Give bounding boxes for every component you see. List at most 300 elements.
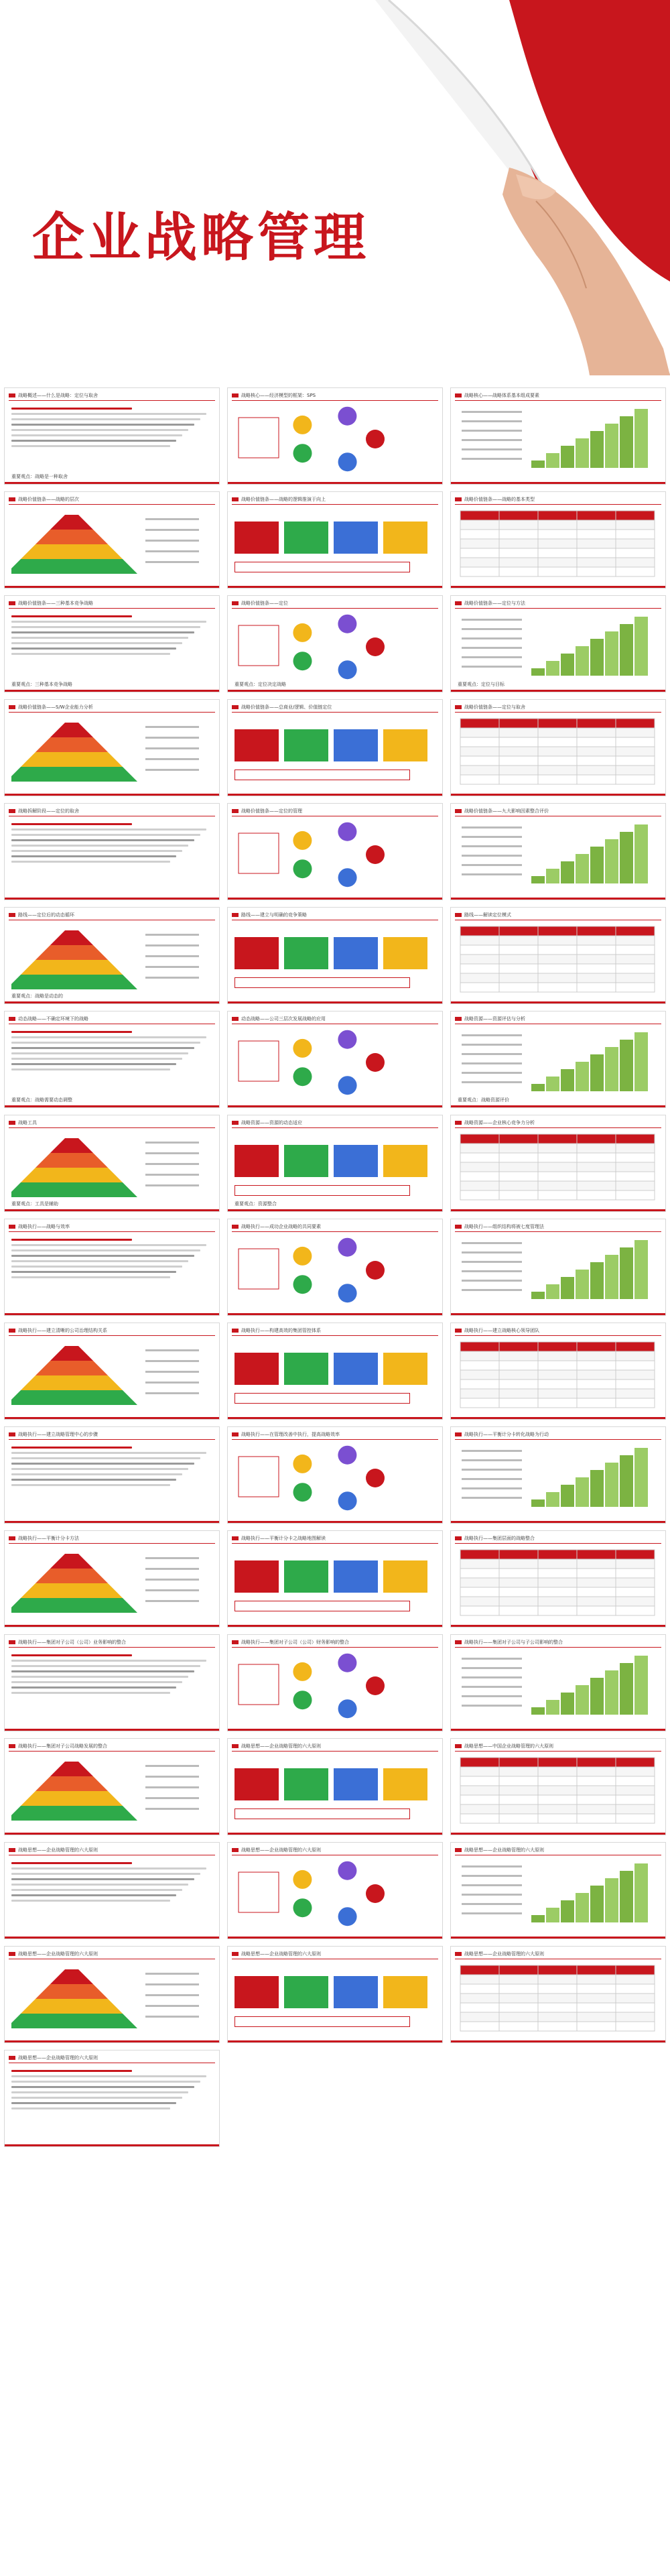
table-cell: [499, 1597, 538, 1606]
slide-thumbnail[interactable]: [450, 1219, 666, 1316]
slide-thumbnail[interactable]: [450, 1323, 666, 1420]
header-marker-icon: [232, 705, 239, 709]
table-cell: [460, 1559, 499, 1569]
table-cell: [538, 1351, 577, 1361]
content-box: [284, 522, 328, 554]
table-cell: [577, 520, 616, 530]
table-cell: [577, 1379, 616, 1389]
header-marker-icon: [455, 809, 462, 813]
table-cell: [616, 1134, 655, 1144]
table-cell: [616, 775, 655, 784]
slide-thumbnail[interactable]: [227, 1011, 443, 1108]
slide-body: [234, 1131, 436, 1202]
slide-header-text: 路线——定位后的动态循环: [18, 912, 74, 918]
header-marker-icon: [9, 705, 15, 709]
table-cell: [538, 548, 577, 558]
slide-body: [458, 1963, 659, 2033]
slide-thumbnail[interactable]: [450, 1426, 666, 1524]
slide-thumbnail[interactable]: [4, 595, 220, 692]
stair-step: [546, 1492, 559, 1507]
table-cell: [499, 1389, 538, 1398]
text-line: [462, 1072, 522, 1074]
header-marker-icon: [455, 497, 462, 501]
table-cell: [499, 973, 538, 983]
slide-header-text: 战略价值链条——战略的逻辑推演于向上: [241, 497, 326, 502]
slide-body: [11, 1235, 212, 1306]
text-line: [145, 1152, 199, 1154]
table-cell: [577, 548, 616, 558]
slide-thumbnail[interactable]: [227, 1219, 443, 1316]
text-line: [11, 1244, 206, 1246]
pyramid-level: [36, 1361, 108, 1375]
slide-header: [455, 1949, 661, 1959]
stair-step: [561, 1485, 574, 1507]
text-line: [145, 1797, 199, 1799]
slide-thumbnail[interactable]: [4, 907, 220, 1004]
text-line: [11, 1047, 194, 1049]
text-line: [11, 2107, 170, 2109]
slide-header-text: 战略执行——集团对子公司与子公司影响的整合: [464, 1640, 563, 1645]
slide-bottom-bar: [228, 1521, 442, 1523]
text-line: [145, 758, 199, 760]
diagram-node: [293, 1067, 312, 1086]
text-line: [11, 408, 132, 410]
text-line: [462, 1686, 522, 1688]
text-line: [145, 1579, 199, 1581]
slide-thumbnail[interactable]: [450, 491, 666, 589]
slide-thumbnail[interactable]: [4, 1219, 220, 1316]
table-cell: [577, 1370, 616, 1379]
slide-thumbnail[interactable]: [227, 907, 443, 1004]
table-cell: [616, 1814, 655, 1823]
slide-thumbnail[interactable]: [227, 1115, 443, 1212]
text-line: [145, 1142, 199, 1144]
slide-header-text: 战略思想——企业战略管理的六大原则: [241, 1951, 321, 1957]
table-cell: [499, 1181, 538, 1190]
table-cell: [499, 1994, 538, 2003]
table-cell: [499, 558, 538, 567]
stair-step: [605, 1878, 618, 1922]
table-cell: [577, 1398, 616, 1408]
text-line: [11, 637, 188, 639]
diagram-textbox: [239, 1664, 279, 1705]
content-box: [234, 522, 279, 554]
slide-thumbnail[interactable]: [4, 1426, 220, 1524]
slide-header: [455, 1014, 661, 1024]
text-line: [462, 873, 522, 875]
slide-table: [458, 716, 659, 786]
slide-thumbnail[interactable]: [4, 491, 220, 589]
slide-header: [455, 1534, 661, 1544]
table-cell: [538, 926, 577, 936]
pyramid-level: [11, 2014, 137, 2028]
slide-body: [234, 716, 436, 786]
slide-thumbnail[interactable]: [4, 1634, 220, 1731]
table-cell: [577, 1389, 616, 1398]
table-cell: [499, 548, 538, 558]
table-cell: [616, 1181, 655, 1190]
diagram-node: [338, 407, 356, 426]
text-line: [145, 561, 199, 563]
slide-thumbnail[interactable]: [450, 1946, 666, 2043]
header-marker-icon: [9, 809, 15, 813]
slide-bottom-bar: [5, 1729, 219, 1731]
table-cell: [499, 737, 538, 747]
text-line: [462, 1865, 522, 1867]
note-box: [234, 1393, 410, 1404]
slide-header-text: 战略思想——企业战略管理的六大原则: [18, 1847, 98, 1853]
header-marker-icon: [9, 1329, 15, 1333]
text-line: [11, 1447, 132, 1449]
text-line: [11, 1884, 188, 1886]
table-cell: [616, 1597, 655, 1606]
slide-thumbnail[interactable]: [450, 803, 666, 900]
table-cell: [499, 1134, 538, 1144]
diagram-node: [338, 1030, 356, 1049]
slide-thumbnail[interactable]: [4, 803, 220, 900]
slide-thumbnail[interactable]: [450, 1634, 666, 1731]
slide-bottom-bar: [228, 1313, 442, 1315]
pyramid-level: [21, 1168, 123, 1182]
header-marker-icon: [232, 1017, 239, 1021]
slide-thumbnail[interactable]: [450, 595, 666, 692]
table-cell: [538, 1162, 577, 1172]
slide-thumbnail[interactable]: [4, 1946, 220, 2043]
table-cell: [538, 1361, 577, 1370]
slide-thumbnail[interactable]: [4, 1842, 220, 1939]
slide-bottom-bar: [228, 1625, 442, 1627]
slide-header-text: 战略思想——企业战略管理的六大原则: [464, 1847, 544, 1853]
slide-header: [9, 1014, 215, 1024]
table-cell: [499, 1758, 538, 1767]
table-cell: [577, 1795, 616, 1804]
slide-header-text: 战略资源——资源的动态适应: [241, 1120, 302, 1125]
table-cell: [577, 1975, 616, 1984]
table-cell: [460, 1181, 499, 1190]
table-cell: [538, 1795, 577, 1804]
table-cell: [538, 1606, 577, 1615]
slide-thumbnail[interactable]: [4, 1323, 220, 1420]
table-cell: [460, 2003, 499, 2012]
table-cell: [616, 945, 655, 955]
slide-thumbnail[interactable]: [4, 387, 220, 485]
stair-step: [561, 1693, 574, 1715]
slide-diagram: [234, 1443, 436, 1514]
text-line: [145, 2005, 199, 2007]
slide-pyramid: [11, 1755, 212, 1825]
text-line: [11, 1271, 176, 1273]
stair-step: [590, 1886, 604, 1922]
slide-stair-graphic: [458, 404, 659, 475]
slide-header-text: 战略价值链条——九大影响因素整合评价: [464, 808, 549, 814]
table-cell: [538, 1758, 577, 1767]
table-cell: [616, 1153, 655, 1162]
header-marker-icon: [9, 601, 15, 605]
table-cell: [538, 1559, 577, 1569]
text-line: [462, 1053, 522, 1055]
stair-step: [590, 1678, 604, 1715]
slide-header-text: 战略拆解阶段——定位的取舍: [18, 808, 79, 814]
slide-thumbnail[interactable]: [4, 1530, 220, 1628]
table-cell: [499, 1172, 538, 1181]
table-cell: [577, 1342, 616, 1351]
slide-diagram: [234, 404, 436, 475]
slide-bottom-bar: [228, 1833, 442, 1835]
slide-body: [11, 2067, 212, 2137]
table-cell: [616, 1172, 655, 1181]
slide-body: [458, 1131, 659, 1202]
slide-bottom-bar: [5, 690, 219, 692]
slide-thumbnail[interactable]: [227, 1426, 443, 1524]
slide-thumbnail[interactable]: [450, 699, 666, 796]
stair-step: [576, 1477, 589, 1507]
slide-header: [455, 391, 661, 401]
text-line: [11, 648, 176, 650]
slide-stair-graphic: [458, 1859, 659, 1929]
content-box: [383, 937, 427, 969]
slide-bottom-bar: [5, 1209, 219, 1211]
slide-header-text: 战略核心——战略体系基本组成要素: [464, 393, 539, 398]
table-cell: [577, 1162, 616, 1172]
table-cell: [577, 964, 616, 973]
text-line: [145, 1184, 199, 1186]
slide-body: [234, 1651, 436, 1721]
table-cell: [616, 1776, 655, 1786]
table-cell: [460, 530, 499, 539]
slide-thumbnail[interactable]: [450, 1115, 666, 1212]
slide-thumbnail[interactable]: [227, 1738, 443, 1835]
slide-thumbnail[interactable]: [227, 1323, 443, 1420]
table-cell: [538, 1578, 577, 1587]
diagram-node: [293, 1039, 312, 1058]
text-line: [145, 550, 199, 552]
slide-thumbnail[interactable]: [227, 803, 443, 900]
slide-header: [232, 1326, 438, 1336]
slide-thumbnail[interactable]: [4, 1115, 220, 1212]
header-marker-icon: [232, 1536, 239, 1540]
table-cell: [499, 983, 538, 992]
slide-thumbnail[interactable]: [4, 2050, 220, 2147]
slide-header: [9, 1430, 215, 1440]
content-box: [234, 729, 279, 761]
header-marker-icon: [9, 2056, 15, 2060]
diagram-node: [366, 1676, 385, 1695]
slide-thumbnail[interactable]: [227, 1946, 443, 2043]
stair-step: [590, 847, 604, 883]
diagram-node: [293, 623, 312, 642]
text-line: [462, 826, 522, 829]
slide-thumbnail[interactable]: [227, 1634, 443, 1731]
table-cell: [538, 539, 577, 548]
slide-thumbnail[interactable]: [450, 907, 666, 1004]
table-cell: [538, 1569, 577, 1578]
table-cell: [538, 1587, 577, 1597]
table-cell: [460, 1776, 499, 1786]
table-cell: [460, 1550, 499, 1559]
slide-thumbnail[interactable]: [227, 387, 443, 485]
slide-thumbnail[interactable]: [227, 491, 443, 589]
slide-body: [458, 1443, 659, 1514]
pyramid-level: [21, 960, 123, 975]
text-line: [11, 413, 206, 415]
text-line: [462, 1884, 522, 1886]
table-cell: [577, 1814, 616, 1823]
header-marker-icon: [9, 1744, 15, 1748]
text-line: [11, 845, 188, 847]
slide-thumbnail[interactable]: [227, 1842, 443, 1939]
text-line: [11, 1862, 132, 1864]
text-line: [145, 977, 199, 979]
table-cell: [460, 1597, 499, 1606]
table-cell: [616, 1984, 655, 1994]
slide-body: [234, 1339, 436, 1410]
slide-header: [9, 2053, 215, 2063]
slide-thumbnail[interactable]: [450, 1738, 666, 1835]
table-cell: [460, 1351, 499, 1361]
table-cell: [499, 719, 538, 728]
table-cell: [460, 955, 499, 964]
table-cell: [616, 1578, 655, 1587]
text-line: [11, 1031, 132, 1033]
slide-diagram: [234, 612, 436, 682]
table-cell: [538, 945, 577, 955]
slide-table: [458, 1131, 659, 1202]
slide-thumbnail[interactable]: [4, 699, 220, 796]
table-cell: [538, 1144, 577, 1153]
slide-thumbnail[interactable]: [4, 1738, 220, 1835]
slide-thumbnail[interactable]: [450, 387, 666, 485]
table-cell: [616, 1965, 655, 1975]
slide-header: [232, 1222, 438, 1232]
table-cell: [577, 747, 616, 756]
slide-pyramid: [11, 1339, 212, 1410]
table-cell: [460, 1162, 499, 1172]
table-cell: [460, 1398, 499, 1408]
table-cell: [460, 747, 499, 756]
table-cell: [499, 567, 538, 576]
slide-body: [234, 1963, 436, 2033]
slide-body: [11, 1963, 212, 2033]
slide-body: [458, 404, 659, 475]
text-line: [11, 1058, 182, 1060]
text-line: [462, 647, 522, 649]
stair-step: [561, 1277, 574, 1299]
slide-body: [234, 404, 436, 475]
stair-step: [576, 1270, 589, 1299]
text-line: [462, 855, 522, 857]
slide-thumbnail[interactable]: [227, 1530, 443, 1628]
slide-bottom-bar: [228, 586, 442, 588]
table-cell: [538, 558, 577, 567]
stair-step: [590, 1054, 604, 1091]
table-cell: [616, 1379, 655, 1389]
table-cell: [538, 567, 577, 576]
pyramid-level: [36, 1569, 108, 1583]
diagram-node: [338, 1699, 357, 1718]
table-cell: [538, 1767, 577, 1776]
table-cell: [616, 1559, 655, 1569]
table-cell: [616, 1587, 655, 1597]
table-cell: [460, 1342, 499, 1351]
text-line: [145, 1174, 199, 1176]
slide-pyramid: [11, 924, 212, 994]
table-cell: [538, 1398, 577, 1408]
text-line: [11, 850, 182, 852]
slide-header-text: 战略执行——建立战略核心领导团队: [464, 1328, 539, 1333]
slide-body: [458, 1339, 659, 1410]
table-cell: [460, 765, 499, 775]
text-line: [11, 1463, 194, 1465]
header-marker-icon: [232, 497, 239, 501]
table-cell: [577, 1984, 616, 1994]
diagram-textbox: [239, 1041, 279, 1081]
slide-thumbnail[interactable]: [450, 1842, 666, 1939]
table-cell: [616, 530, 655, 539]
table-cell: [499, 747, 538, 756]
header-marker-icon: [9, 1536, 15, 1540]
slide-thumbnail[interactable]: [4, 1011, 220, 1108]
slide-body: [11, 1028, 212, 1098]
text-line: [11, 434, 182, 436]
slide-bottom-bar: [451, 1937, 665, 1939]
text-line: [11, 823, 132, 825]
table-cell: [460, 1804, 499, 1814]
slide-header-text: 战略价值链条——总商业/逻辑、价值链定位: [241, 704, 332, 710]
table-cell: [460, 728, 499, 737]
stair-step: [620, 832, 633, 883]
slide-header-text: 战略价值链条——定位: [241, 601, 288, 606]
text-line: [145, 1808, 199, 1810]
slide-bottom-bar: [5, 482, 219, 484]
table-cell: [499, 530, 538, 539]
slide-thumbnail[interactable]: [450, 1011, 666, 1108]
slide-thumbnail[interactable]: [227, 699, 443, 796]
note-box: [234, 1185, 410, 1196]
text-line: [145, 2016, 199, 2018]
slide-body: [234, 612, 436, 682]
table-cell: [577, 756, 616, 765]
table-cell: [499, 1559, 538, 1569]
slide-thumbnail[interactable]: [450, 1530, 666, 1628]
diagram-node: [366, 845, 385, 864]
pyramid-level: [50, 1762, 93, 1776]
slide-header-text: 战略执行——集团对子公司（公司）财务影响的整合: [241, 1640, 349, 1645]
text-line: [462, 628, 522, 630]
pyramid-level: [36, 1984, 108, 1999]
slide-body: [458, 1547, 659, 1617]
table-cell: [460, 756, 499, 765]
slide-bottom-bar: [451, 794, 665, 796]
pyramid-level: [21, 1583, 123, 1598]
table-cell: [616, 1975, 655, 1984]
text-line: [145, 1600, 199, 1602]
slide-thumbnail[interactable]: [227, 595, 443, 692]
table-cell: [616, 1550, 655, 1559]
table-cell: [538, 1786, 577, 1795]
table-cell: [538, 1379, 577, 1389]
table-cell: [577, 2003, 616, 2012]
slide-header-text: 战略执行——集团对子公司战略发展的整合: [18, 1743, 107, 1749]
table-cell: [538, 775, 577, 784]
table-cell: [460, 1587, 499, 1597]
slide-key-point: 重要观点：工具是辅助: [11, 1201, 58, 1207]
slide-pyramid: [11, 716, 212, 786]
table-cell: [577, 973, 616, 983]
slide-header-text: 战略执行——成功企业战略的共同要素: [241, 1224, 321, 1229]
table-cell: [577, 728, 616, 737]
slide-bottom-bar: [451, 1105, 665, 1107]
slide-bottom-bar: [451, 1417, 665, 1419]
